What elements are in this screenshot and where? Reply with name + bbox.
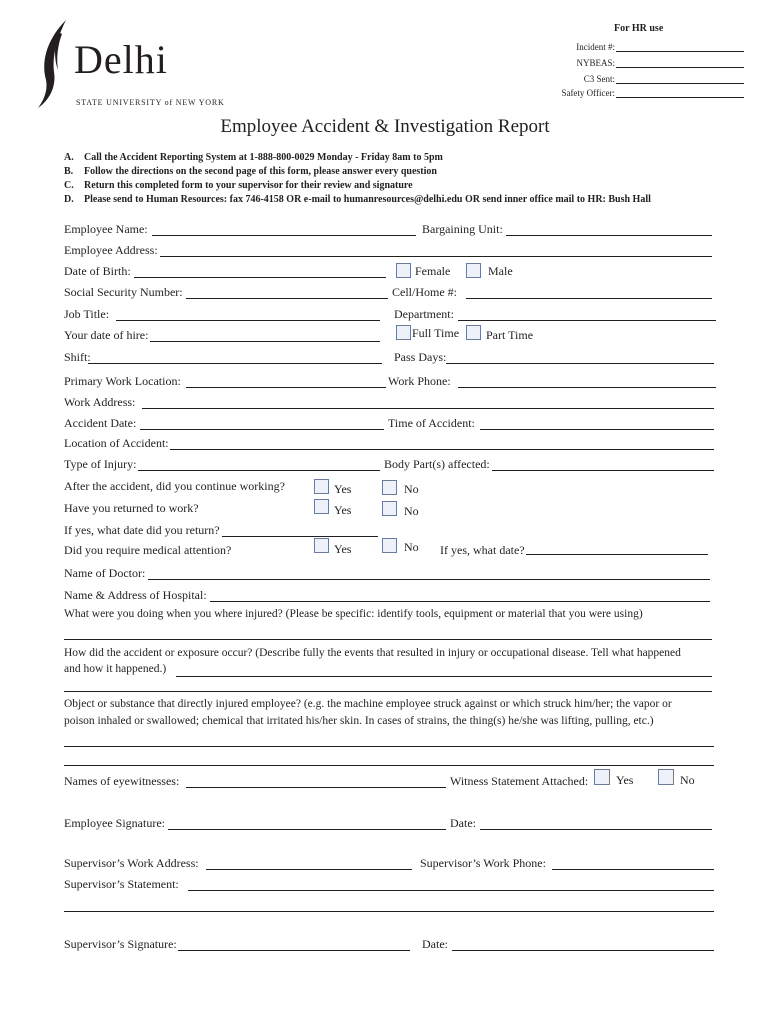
body-parts-field[interactable] [492,470,714,471]
employee-address-label: Employee Address: [64,243,158,257]
instruction-b-letter: B. [64,166,74,177]
work-address-field[interactable] [142,408,714,409]
instruction-d-letter: D. [64,194,74,205]
hr-c3-line[interactable] [616,83,744,84]
ssn-label: Social Security Number: [64,285,183,299]
shift-label: Shift: [64,350,91,364]
how-occur-field-2[interactable] [64,691,712,692]
hr-c3-label: C3 Sent: [583,74,615,84]
return-date-field[interactable] [222,536,378,537]
job-title-field[interactable] [116,320,380,321]
instruction-c-letter: C. [64,180,74,191]
how-occur-question-line2: and how it happened.) [64,663,167,675]
shift-field[interactable] [88,363,382,364]
type-of-injury-field[interactable] [138,470,380,471]
supervisor-signature-label: Supervisor’s Signature: [64,937,177,951]
medical-no-checkbox[interactable] [382,538,397,553]
eyewitnesses-field[interactable] [186,787,446,788]
supervisor-statement-field-1[interactable] [188,890,714,891]
cell-label: Cell/Home #: [392,285,457,299]
hr-safety-label: Safety Officer: [561,88,615,98]
supervisor-phone-label: Supervisor’s Work Phone: [420,856,546,870]
logo-subtitle: STATE UNIVERSITY of NEW YORK [76,98,225,107]
continue-working-yes-checkbox[interactable] [314,479,329,494]
what-doing-field[interactable] [64,639,712,640]
hire-date-field[interactable] [150,341,380,342]
hire-date-label: Your date of hire: [64,328,149,342]
how-occur-question-line1: How did the accident or exposure occur? (Describe fully the events that resulted in injury or occupational disease. Tell what happened [64,647,681,659]
continue-working-no-label: No [404,482,419,496]
part-time-checkbox[interactable] [466,325,481,340]
return-date-label: If yes, what date did you return? [64,523,220,537]
doctor-label: Name of Doctor: [64,566,146,580]
work-phone-label: Work Phone: [388,374,451,388]
returned-yes-label: Yes [334,503,352,517]
instruction-d-text: Please send to Human Resources: fax 746-4158 OR e-mail to humanresources@delhi.edu OR send inner office mail to HR: Bush Hall [84,194,651,205]
department-field[interactable] [458,320,716,321]
dob-label: Date of Birth: [64,264,131,278]
flame-leaf-icon [36,18,76,110]
bargaining-unit-field[interactable] [506,235,712,236]
bargaining-unit-label: Bargaining Unit: [422,222,503,236]
what-doing-question: What were you doing when you where injured? (Please be specific: identify tools, equipment or material that you were using) [64,608,643,620]
body-parts-label: Body Part(s) affected: [384,457,490,471]
medical-yes-label: Yes [334,542,352,556]
supervisor-date-field[interactable] [452,950,714,951]
location-of-accident-label: Location of Accident: [64,436,169,450]
logo-name: Delhi [74,37,168,82]
type-of-injury-label: Type of Injury: [64,457,137,471]
instruction-c-text: Return this completed form to your supervisor for their review and signature [84,180,413,191]
employee-name-label: Employee Name: [64,222,148,236]
employee-address-field[interactable] [160,256,712,257]
hr-use-title: For HR use [614,23,664,34]
dob-field[interactable] [134,277,386,278]
work-phone-field[interactable] [458,387,716,388]
hr-incident-line[interactable] [616,51,744,52]
employee-date-field[interactable] [480,829,712,830]
continue-working-label: After the accident, did you continue working? [64,479,285,493]
female-checkbox[interactable] [396,263,411,278]
object-field-1[interactable] [64,746,714,747]
job-title-label: Job Title: [64,307,110,321]
medical-yes-checkbox[interactable] [314,538,329,553]
instruction-a-letter: A. [64,152,74,163]
accident-date-field[interactable] [140,429,384,430]
continue-working-no-checkbox[interactable] [382,480,397,495]
primary-work-location-field[interactable] [186,387,386,388]
supervisor-signature-field[interactable] [178,950,410,951]
returned-yes-checkbox[interactable] [314,499,329,514]
object-question-line2: poison inhaled or swallowed; chemical that irritated his/her skin. In cases of strains, the thing(s) he/she was lifting, pulling, etc.) [64,715,654,727]
page-title: Employee Accident & Investigation Report [220,116,550,137]
hr-safety-line[interactable] [616,97,744,98]
hospital-label: Name & Address of Hospital: [64,588,207,602]
instruction-a-text: Call the Accident Reporting System at 1-888-800-0029 Monday - Friday 8am to 5pm [84,152,443,163]
accident-date-label: Accident Date: [64,416,137,430]
supervisor-phone-field[interactable] [552,869,714,870]
medical-date-field[interactable] [526,554,708,555]
witness-yes-label: Yes [616,773,634,787]
part-time-label: Part Time [486,328,534,342]
time-of-accident-field[interactable] [480,429,714,430]
supervisor-statement-field-2[interactable] [64,911,714,912]
location-of-accident-field[interactable] [170,449,714,450]
witness-no-label: No [680,773,695,787]
full-time-checkbox[interactable] [396,325,411,340]
how-occur-field-1[interactable] [176,676,712,677]
doctor-field[interactable] [148,579,710,580]
continue-working-yes-label: Yes [334,482,352,496]
university-logo [36,18,226,110]
female-label: Female [415,264,451,278]
returned-no-checkbox[interactable] [382,501,397,516]
eyewitnesses-label: Names of eyewitnesses: [64,774,180,788]
supervisor-address-field[interactable] [206,869,412,870]
male-label: Male [488,264,513,278]
instruction-b-text: Follow the directions on the second page of this form, please answer every question [84,166,437,177]
cell-field[interactable] [466,298,712,299]
employee-signature-label: Employee Signature: [64,816,165,830]
witness-yes-checkbox[interactable] [594,769,610,785]
medical-date-label: If yes, what date? [440,543,525,557]
medical-no-label: No [404,540,419,554]
witness-no-checkbox[interactable] [658,769,674,785]
witness-statement-label: Witness Statement Attached: [450,774,589,788]
supervisor-statement-label: Supervisor’s Statement: [64,877,179,891]
pass-days-label: Pass Days: [394,350,447,364]
pass-days-field[interactable] [446,363,714,364]
employee-signature-field[interactable] [168,829,446,830]
object-question-line1: Object or substance that directly injured employee? (e.g. the machine employee struck against or which struck him/her; the vapor or [64,698,672,710]
ssn-field[interactable] [186,298,388,299]
hr-incident-label: Incident #: [576,42,615,52]
supervisor-date-label: Date: [422,937,448,951]
time-of-accident-label: Time of Accident: [388,416,475,430]
work-address-label: Work Address: [64,395,136,409]
hr-nybeas-line[interactable] [616,67,744,68]
full-time-label: Full Time [412,326,460,340]
hr-nybeas-label: NYBEAS: [576,58,615,68]
hospital-field[interactable] [210,601,710,602]
returned-to-work-label: Have you returned to work? [64,501,199,515]
employee-date-label: Date: [450,816,476,830]
male-checkbox[interactable] [466,263,481,278]
object-field-2[interactable] [64,765,714,766]
department-label: Department: [394,307,454,321]
supervisor-address-label: Supervisor’s Work Address: [64,856,199,870]
primary-work-location-label: Primary Work Location: [64,374,181,388]
medical-attention-label: Did you require medical attention? [64,543,232,557]
employee-name-field[interactable] [152,235,416,236]
returned-no-label: No [404,504,419,518]
